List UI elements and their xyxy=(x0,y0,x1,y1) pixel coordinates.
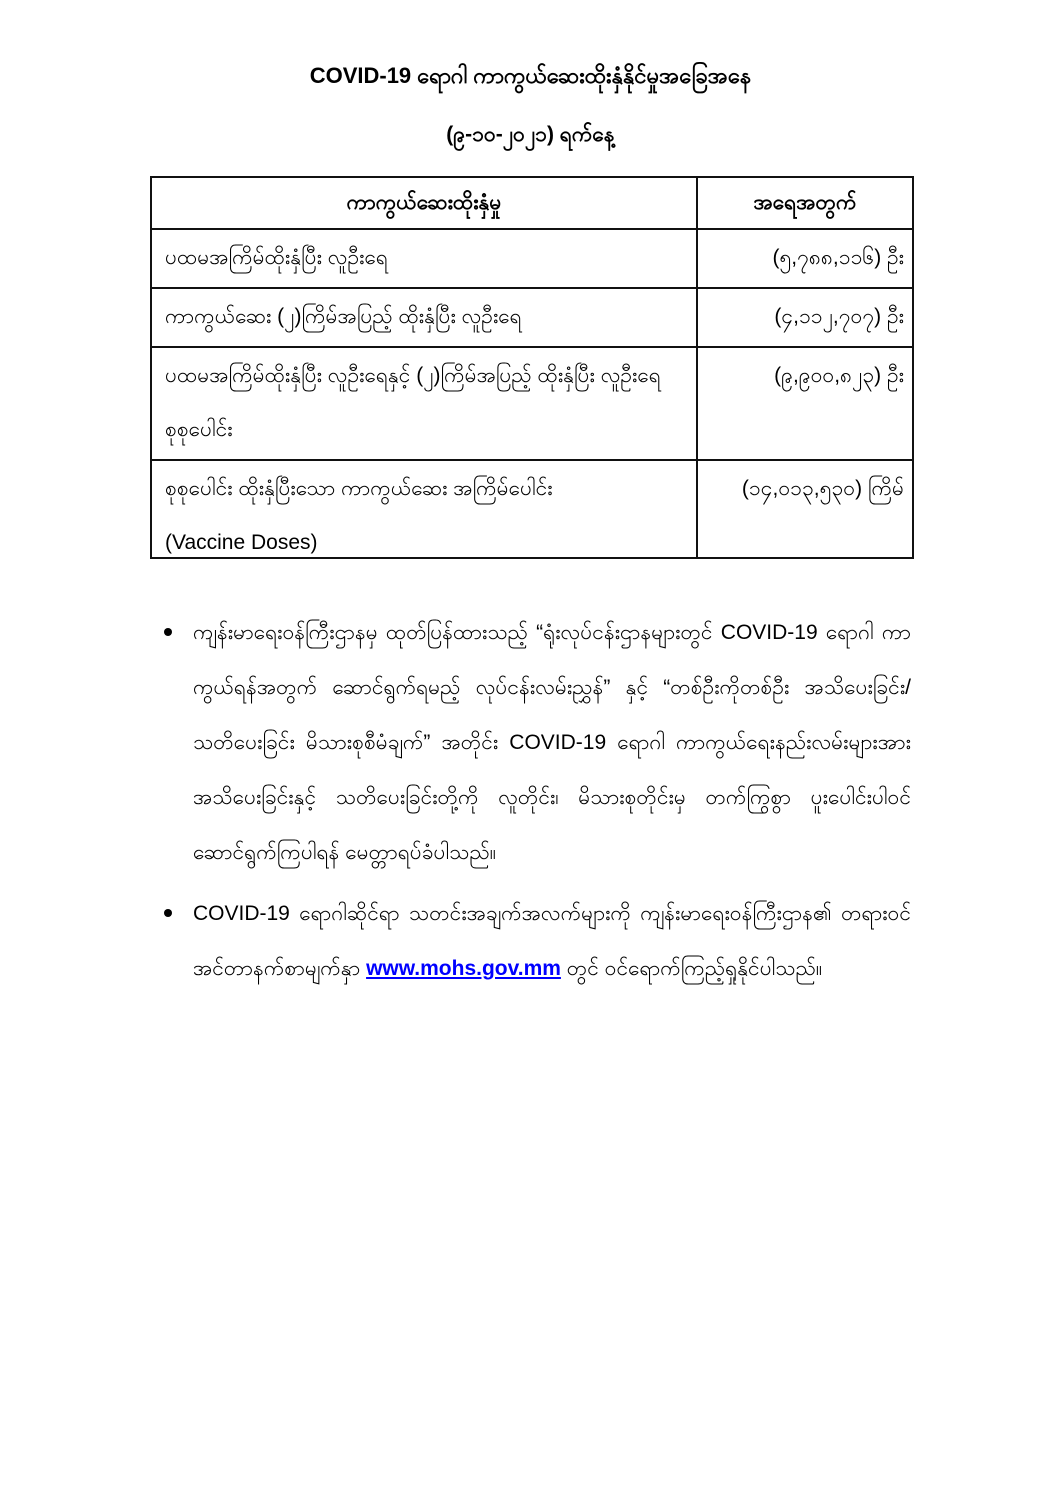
vaccination-summary-table xyxy=(150,176,914,559)
column-header-vaccination: ကာကွယ်ဆေးထိုးနှံမှု xyxy=(151,177,697,229)
row-value: (၁၄,၀၁၃,၅၃၀) ကြိမ် xyxy=(697,460,913,558)
table-row-fully-vaccinated xyxy=(151,288,913,347)
row-label-english: (Vaccine Doses) xyxy=(165,531,318,555)
row-value: (၅,၇၈၈,၁၁၆) ဦး xyxy=(697,229,913,288)
mohs-website-link[interactable]: www.mohs.gov.mm xyxy=(366,956,561,980)
table-row-total-doses xyxy=(151,460,913,558)
bullet-item-website xyxy=(150,886,911,996)
row-label xyxy=(151,460,697,558)
row-label-burmese: စုစုပေါင်း ထိုးနှံပြီးသော ကာကွယ်ဆေး အကြိမ်ပေါင်း xyxy=(165,476,553,500)
table-header-row xyxy=(151,177,913,229)
bullet-icon xyxy=(164,909,172,917)
bullet-item-guidelines xyxy=(150,605,911,880)
row-label: ပထမအကြိမ်ထိုးနှံပြီး လူဦးရေ xyxy=(151,229,697,288)
table-row-total-persons xyxy=(151,347,913,460)
notes-list xyxy=(150,605,911,996)
row-value: (၄,၁၁၂,၇၀၇) ဦး xyxy=(697,288,913,347)
bullet-icon xyxy=(164,628,172,636)
row-label: ကာကွယ်ဆေး (၂)ကြိမ်အပြည့် ထိုးနှံပြီး လူဦးရေ xyxy=(151,288,697,347)
row-value: (၉,၉၀၀,၈၂၃) ဦး xyxy=(697,347,913,460)
column-header-count: အရေအတွက် xyxy=(697,177,913,229)
table-row-first-dose xyxy=(151,229,913,288)
bullet-text-after-link: တွင် ဝင်ရောက်ကြည့်ရှုနိုင်ပါသည်။ xyxy=(560,956,823,980)
row-label: ပထမအကြိမ်ထိုးနှံပြီး လူဦးရေနှင့် (၂)ကြိမ်အပြည့် ထိုးနှံပြီး လူဦးရေစုစုပေါင်း xyxy=(151,347,697,460)
report-date: (၉-၁၀-၂၀၂၁) ရက်နေ့ xyxy=(446,122,615,146)
page-title: COVID-19 ရောဂါ ကာကွယ်ဆေးထိုးနှံနိုင်မှုအခြေအနေ xyxy=(309,63,752,88)
bullet-text: ကျန်းမာရေးဝန်ကြီးဌာနမှ ထုတ်ပြန်ထားသည့် “ရုံးလုပ်ငန်းဌာနများတွင် COVID-19 ရောဂါ ကာကွယ်ရန်အတွက် ဆောင်ရွက်ရမည့် လုပ်ငန်းလမ်းညွှန်” နှင့် “တစ်ဦးကိုတစ်ဦး အသိပေးခြင်း/ သတိပေးခြင်း မိသားစုစီမံချက်” အတိုင်း COVID-19 ရောဂါ ကာကွယ်ရေးနည်းလမ်းများအား အသိပေးခြင်းနှင့် သတိပေးခြင်းတို့ကို လူတိုင်း၊ မိသားစုတိုင်းမှ တက်ကြွစွာ ပူးပေါင်းပါဝင် ဆောင်ရွက်ကြပါရန် မေတ္တာရပ်ခံပါသည်။ xyxy=(193,620,911,864)
bullet-text-before-link: COVID-19 ရောဂါဆိုင်ရာ သတင်းအချက်အလက်များကို ကျန်းမာရေးဝန်ကြီးဌာန၏ တရားဝင် အင်တာနက်စာမျက်နှာ xyxy=(193,901,911,980)
